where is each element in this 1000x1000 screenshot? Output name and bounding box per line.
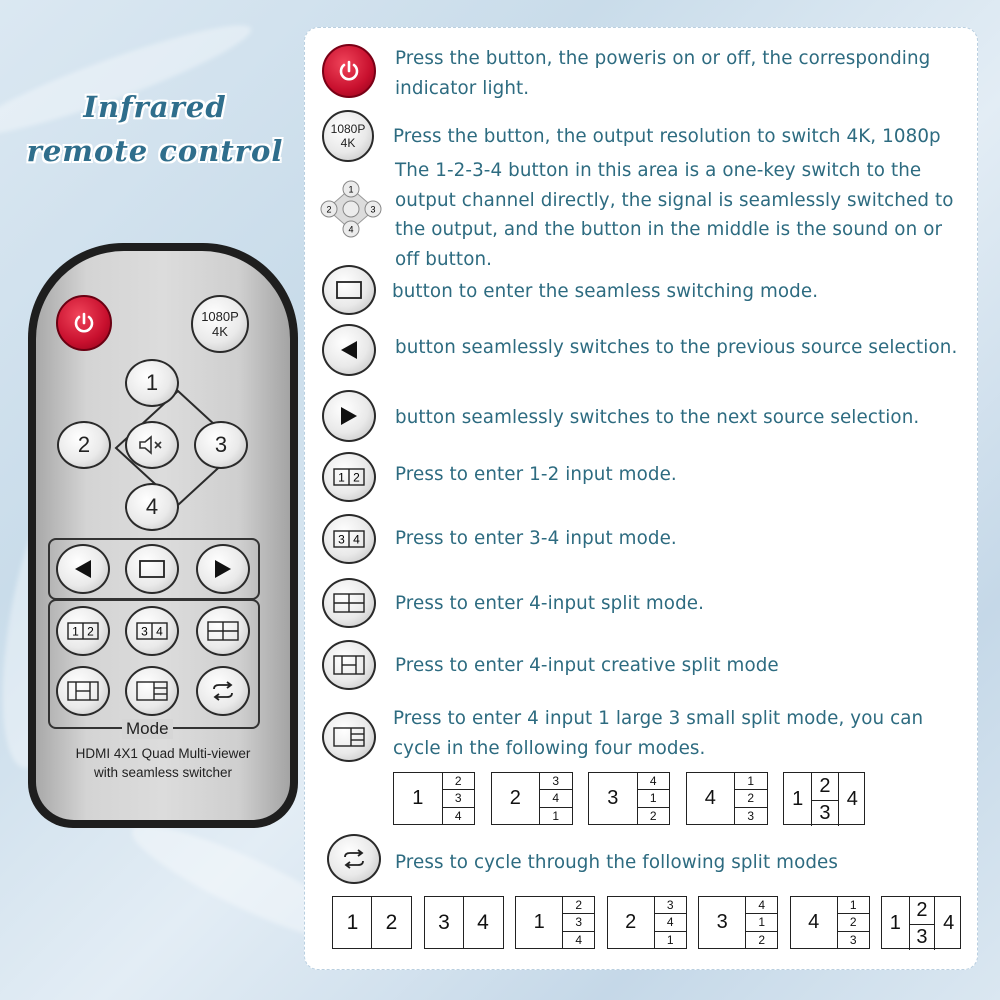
- row-power-button: [322, 44, 376, 98]
- diagram-small-cells: [442, 773, 474, 824]
- diagram-small-cell: 2: [735, 789, 766, 806]
- diagram-small-cell: 4: [540, 789, 571, 806]
- remote-creative-split-button[interactable]: [56, 666, 110, 716]
- row-previous-text: button seamlessly switches to the previous source selection.: [395, 337, 958, 358]
- large-small-split-icon: [333, 727, 365, 747]
- button-3-label: 3: [214, 432, 228, 457]
- row-resolution-text: Press the button, the output resolution to switch 4K, 1080p: [393, 126, 941, 147]
- diagram-small-cells: [654, 897, 686, 948]
- svg-text:4: 4: [156, 624, 163, 639]
- row-cycle-text: Press to cycle through the following split modes: [395, 852, 839, 873]
- row-input-1-2-text: Press to enter 1-2 input mode.: [395, 464, 677, 485]
- resolution-label-top: 1080P: [201, 309, 239, 324]
- input-1-2-icon: [67, 622, 99, 640]
- remote-input-1-2-button[interactable]: [56, 606, 110, 656]
- pad-2-label: 2: [326, 204, 332, 215]
- remote-power-button[interactable]: [56, 295, 112, 351]
- diagram-cell: 3: [438, 910, 450, 934]
- seamless-mode-icon: [335, 280, 363, 300]
- remote-previous-button[interactable]: [56, 544, 110, 594]
- diagram-small-cells: [562, 897, 594, 948]
- instructions-panel: [304, 27, 978, 970]
- diagram-large-cell: 3: [607, 787, 619, 809]
- diagram-cell: 4: [943, 912, 955, 934]
- diagram-large-cell: 4: [704, 787, 716, 809]
- row-next-button: [322, 390, 376, 442]
- previous-arrow-icon: [337, 338, 361, 362]
- split-diagram-large-small: [588, 772, 670, 825]
- diagram-small-cell: 3: [735, 807, 766, 824]
- diagram-small-cells: [637, 773, 669, 824]
- diagram-cell: 4: [846, 788, 858, 810]
- remote-button-3[interactable]: [194, 421, 248, 469]
- seamless-mode-icon: [138, 559, 166, 579]
- diagram-small-cell: 2: [454, 774, 462, 789]
- svg-text:3: 3: [338, 532, 345, 547]
- diagram-small-cells: [539, 773, 571, 824]
- row-quad-split-button: [322, 578, 376, 628]
- svg-text:3: 3: [141, 624, 148, 639]
- svg-text:1: 1: [338, 470, 345, 485]
- title-line-1: Infrared: [83, 90, 227, 124]
- power-icon: [71, 310, 97, 336]
- row-seamless-text: button to enter the seamless switching mode.: [392, 281, 819, 302]
- remote-face: [36, 251, 290, 820]
- split-diagram-large-small: [698, 896, 778, 949]
- diagram-small-cell: 4: [563, 931, 594, 948]
- pad-1-label: 1: [348, 184, 354, 195]
- diagram-cell: 2: [811, 773, 838, 800]
- remote-caption-line-2: with seamless switcher: [93, 765, 233, 780]
- remote-button-1[interactable]: [125, 359, 179, 407]
- row-input-3-4-text: Press to enter 3-4 input mode.: [395, 528, 677, 549]
- button-2-label: 2: [77, 432, 91, 457]
- row-power-text: Press the button, the poweris on or off, the corresponding indicator light.: [395, 48, 931, 99]
- resolution-label-bottom: 4K: [212, 324, 228, 339]
- split-diagram-halves: [332, 896, 412, 949]
- input-1-2-icon: [333, 468, 365, 486]
- row-creative-split-text: Press to enter 4-input creative split mode: [395, 655, 779, 676]
- cycle-icon: [339, 849, 369, 869]
- row-resolution-button: [322, 110, 374, 162]
- diagram-small-cell: 1: [638, 789, 669, 806]
- remote-control: [28, 243, 298, 828]
- diagram-small-cell: 2: [638, 807, 669, 824]
- diagram-cell: 3: [909, 924, 936, 951]
- split-diagram-large-small: [607, 896, 687, 949]
- split-diagram-halves: [424, 896, 504, 949]
- quad-split-icon: [207, 621, 239, 641]
- pad-4-label: 4: [348, 224, 354, 235]
- remote-quad-split-button[interactable]: [196, 606, 250, 656]
- split-diagram-large-small: [491, 772, 573, 825]
- diagram-small-cell: 2: [746, 931, 777, 948]
- split-diagram-large-small: [515, 896, 595, 949]
- diagram-small-cell: 1: [747, 774, 755, 789]
- quad-split-icon: [333, 593, 365, 613]
- button-1-label: 1: [145, 370, 159, 395]
- cycle-icon: [208, 681, 238, 701]
- remote-resolution-button[interactable]: [191, 295, 249, 353]
- title-line-2: remote control: [26, 134, 284, 168]
- split-diagram-creative: [783, 772, 865, 825]
- diagram-small-cell: 3: [838, 931, 869, 948]
- row-large-small-split-text: Press to enter 4 input 1 large 3 small split mode, you can cycle in the following four modes.: [393, 708, 924, 759]
- remote-next-button[interactable]: [196, 544, 250, 594]
- diagram-large-cell: 1: [533, 911, 545, 933]
- diagram-small-cells: [734, 773, 766, 824]
- diagram-cell: 2: [371, 897, 411, 948]
- diagram-small-cell: 4: [655, 913, 686, 930]
- diagram-large-cell: 1: [412, 787, 424, 809]
- diagram-cell: 1: [792, 788, 804, 810]
- row-direction-pad: [319, 180, 383, 238]
- remote-button-2[interactable]: [57, 421, 111, 469]
- large-small-split-icon: [136, 681, 168, 701]
- pad-3-label: 3: [370, 204, 376, 215]
- previous-arrow-icon: [71, 557, 95, 581]
- diagram-small-cell: 1: [849, 898, 857, 913]
- diagram-small-cell: 4: [443, 807, 474, 824]
- diagram-small-cell: 4: [649, 774, 657, 789]
- diagram-small-cells: [745, 897, 777, 948]
- remote-button-4[interactable]: [125, 483, 179, 531]
- diagram-small-cell: 1: [746, 913, 777, 930]
- creative-split-icon: [333, 655, 365, 675]
- diagram-large-cell: 3: [716, 911, 728, 933]
- row-cycle-button: [327, 834, 381, 884]
- diagram-small-cell: 3: [552, 774, 560, 789]
- diagram-large-cell: 4: [808, 911, 820, 933]
- row-direction-text: The 1-2-3-4 button in this area is a one-key switch to the output channel directly, the signal is seamlessly switched to the output, and the button in the middle is the sound on or off button.: [395, 160, 954, 270]
- split-diagram-large-small: [393, 772, 475, 825]
- background-streak: [0, 10, 258, 150]
- diagram-small-cell: 1: [540, 807, 571, 824]
- row-creative-split-button: [322, 640, 376, 690]
- diagram-cell: 2: [909, 897, 936, 924]
- mute-icon: [137, 434, 167, 456]
- row-input-3-4-button: [322, 514, 376, 564]
- row-input-1-2-button: [322, 452, 376, 502]
- next-arrow-icon: [337, 404, 361, 428]
- svg-text:1: 1: [72, 624, 79, 639]
- diagram-large-cell: 2: [509, 787, 521, 809]
- remote-caption-line-1: HDMI 4X1 Quad Multi-viewer: [75, 746, 251, 761]
- remote-mute-button[interactable]: [125, 421, 179, 469]
- creative-split-icon: [67, 681, 99, 701]
- diagram-small-cells: [837, 897, 869, 948]
- diagram-small-cell: 2: [838, 913, 869, 930]
- split-diagram-large-small: [790, 896, 870, 949]
- diagram-cell: 4: [463, 897, 503, 948]
- row-large-small-split-button: [322, 712, 376, 762]
- mode-label: Mode: [122, 719, 173, 739]
- split-diagram-large-small: [686, 772, 768, 825]
- diagram-small-cell: 4: [758, 898, 766, 913]
- remote-input-3-4-button[interactable]: [125, 606, 179, 656]
- row-next-text: button seamlessly switches to the next source selection.: [395, 407, 920, 428]
- diagram-small-cell: 1: [655, 931, 686, 948]
- row-previous-button: [322, 324, 376, 376]
- svg-text:4: 4: [353, 532, 360, 547]
- split-diagram-creative: [881, 896, 961, 949]
- diagram-large-cell: 2: [625, 911, 637, 933]
- row-seamless-button: [322, 265, 376, 315]
- svg-text:2: 2: [353, 470, 360, 485]
- input-3-4-icon: [333, 530, 365, 548]
- diagram-small-cell: 3: [563, 913, 594, 930]
- diagram-small-cell: 2: [575, 898, 583, 913]
- diagram-cell: 1: [889, 912, 901, 934]
- input-3-4-icon: [136, 622, 168, 640]
- power-icon: [336, 58, 362, 84]
- diagram-cell: 3: [811, 800, 838, 827]
- diagram-small-cell: 3: [666, 898, 674, 913]
- diagram-cell: 1: [346, 910, 359, 934]
- resolution-icon-bottom: 4K: [340, 136, 356, 150]
- remote-large-small-split-button[interactable]: [125, 666, 179, 716]
- svg-text:2: 2: [87, 624, 94, 639]
- remote-seamless-button[interactable]: [125, 544, 179, 594]
- resolution-icon-top: 1080P: [330, 122, 366, 136]
- diagram-small-cell: 3: [443, 789, 474, 806]
- next-arrow-icon: [211, 557, 235, 581]
- row-quad-split-text: Press to enter 4-input split mode.: [395, 593, 705, 614]
- remote-cycle-button[interactable]: [196, 666, 250, 716]
- button-4-label: 4: [145, 494, 159, 519]
- direction-pad-icon: [319, 180, 383, 238]
